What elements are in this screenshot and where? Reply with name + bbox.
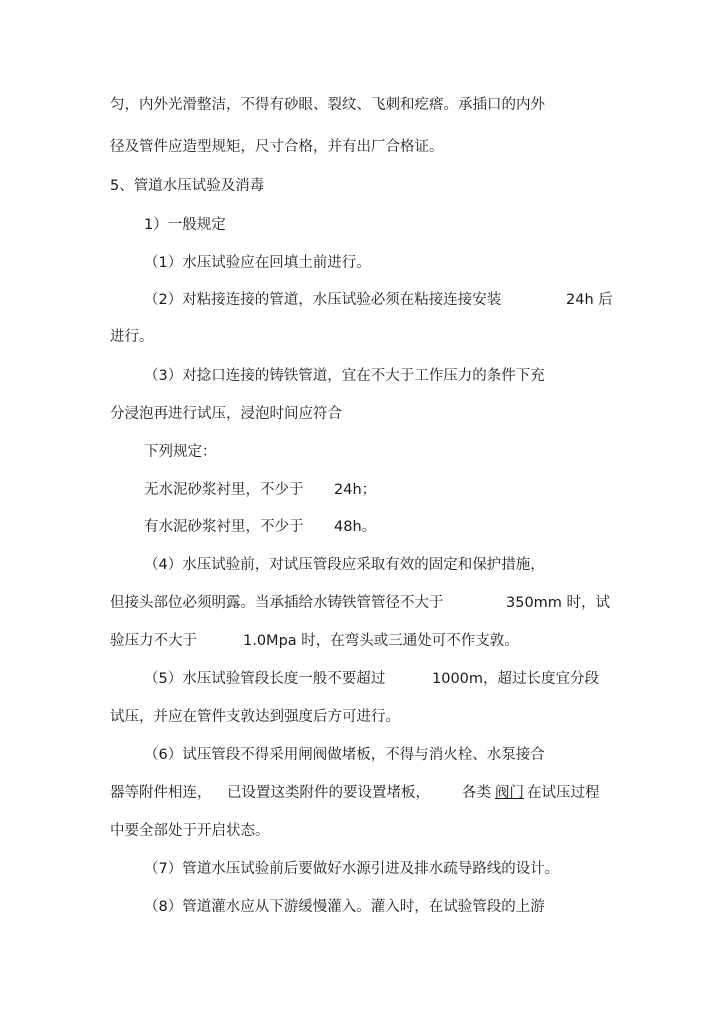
text-line: （3）对捻口连接的铸铁管道，宜在不大于工作压力的条件下充 bbox=[144, 368, 545, 384]
text-line: 24h 后 bbox=[566, 292, 613, 308]
text-line: （8）管道灌水应从下游缓慢灌入。灌入时，在试验管段的上游 bbox=[144, 899, 545, 915]
text-line: 器等附件相连， bbox=[110, 785, 212, 801]
text-line: 48h。 bbox=[334, 519, 377, 535]
text-line: 在试压过程 bbox=[527, 785, 600, 801]
text-line: 径及管件应造型规矩，尺寸合格，并有出厂合格证。 bbox=[110, 139, 444, 155]
text-line: 1.0Mpa 时，在弯头或三通处可不作支敦。 bbox=[243, 633, 519, 649]
text-line: 试压，并应在管件支敦达到强度后方可进行。 bbox=[110, 709, 400, 725]
subsection-heading: 1）一般规定 bbox=[144, 217, 226, 233]
text-line: 已设置这类附件的要设置堵板， bbox=[227, 785, 430, 801]
text-line: 但接头部位必须明露。当承插给水铸铁管管径不大于 bbox=[110, 595, 444, 611]
text-line: 各类 bbox=[462, 785, 491, 801]
text-line: 24h； bbox=[334, 482, 377, 498]
valve-link[interactable]: 阀门 bbox=[495, 785, 524, 801]
text-line: （6）试压管段不得采用闸阀做堵板，不得与消火栓、水泵接合 bbox=[144, 747, 545, 763]
section-heading: 5、管道水压试验及消毒 bbox=[110, 178, 265, 194]
text-line: （7）管道水压试验前后要做好水源引进及排水疏导路线的设计。 bbox=[144, 861, 560, 877]
text-line: 中要全部处于开启状态。 bbox=[110, 823, 270, 839]
text-line: （4）水压试验前，对试压管段应采取有效的固定和保护措施， bbox=[144, 557, 545, 573]
text-line: 匀，内外光滑整洁，不得有砂眼、裂纹、飞刺和疙瘩。承插口的内外 bbox=[110, 97, 545, 113]
text-line: 350mm 时，试 bbox=[506, 595, 611, 611]
text-line: 1000m，超过长度宜分段 bbox=[432, 671, 600, 687]
text-line: 有水泥砂浆衬里，不少于 bbox=[144, 519, 304, 535]
text-line: （2）对粘接连接的管道，水压试验必须在粘接连接安装 bbox=[144, 292, 502, 308]
text-line: （5）水压试验管段长度一般不要超过 bbox=[144, 671, 386, 687]
text-line: 验压力不大于 bbox=[110, 633, 197, 649]
text-line: 进行。 bbox=[110, 329, 154, 345]
text-line: 分浸泡再进行试压，浸泡时间应符合 bbox=[110, 406, 342, 422]
text-line: （1）水压试验应在回填土前进行。 bbox=[144, 255, 371, 271]
text-line: 无水泥砂浆衬里，不少于 bbox=[144, 482, 304, 498]
text-line: 下列规定： bbox=[144, 444, 217, 460]
